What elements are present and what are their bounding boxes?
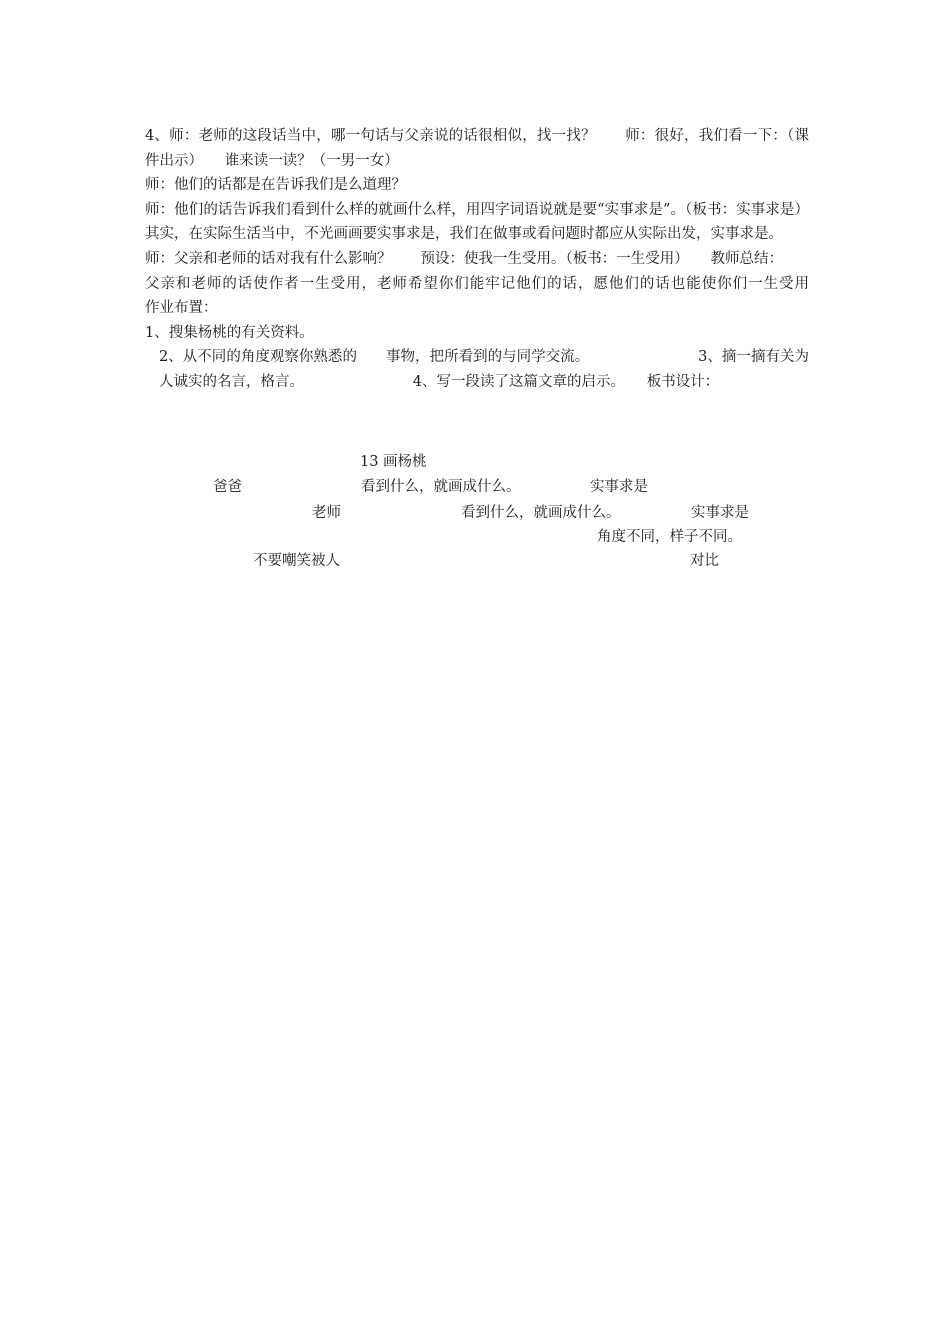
lesson-body	[145, 124, 838, 395]
board-contrast: 对比	[690, 553, 719, 569]
paragraph-seek-truth: 师：他们的话告诉我们看到什么样的就画什么样，用四字词语说就是要“实事求是”。（板书：实事求是）其实，在实际生活当中，不光画画要实事求是，我们在做事或看问题时都应从实际出发，实事求是。	[145, 201, 809, 243]
board-teacher-saying: 看到什么，就画成什么。	[461, 505, 621, 521]
board-title: 13 画杨桃	[360, 454, 427, 470]
board-teacher-principle: 实事求是	[691, 505, 749, 521]
paragraph-summary: 父亲和老师的话使作者一生受用，老师希望你们能牢记他们的话，愿他们的话也能使你们一生受用 作业布置：	[145, 275, 838, 317]
paragraph-question: 4、师：老师的这段话当中，哪一句话与父亲说的话很相似，找一找？ 师：很好，我们看一下：（课件出示） 谁来读一读？（一男一女）	[145, 128, 809, 169]
board-father-principle: 实事求是	[590, 479, 648, 495]
board-father-saying: 看到什么，就画成什么。	[361, 479, 521, 495]
board-angle: 角度不同，样子不同。	[597, 529, 742, 545]
board-dont-laugh: 不要嘲笑被人	[253, 553, 340, 569]
homework-item-1: 1、搜集杨桃的有关资料。	[145, 324, 314, 341]
board-teacher: 老师	[312, 505, 341, 521]
paragraph-truth-question: 师：他们的话都是在告诉我们是么道理？	[145, 177, 406, 194]
paragraph-influence: 师：父亲和老师的话对我有什么影响？ 预设：使我一生受用。（板书：一生受用） 教师总结：	[145, 250, 783, 267]
board-father: 爸爸	[213, 479, 242, 495]
homework-items-2-4: 2、从不同的角度观察你熟悉的 事物，把所看到的与同学交流。 3、摘一摘有关为人诚实的名言，格言。 4、写一段读了这篇文章的启示。 板书设计：	[159, 349, 809, 390]
